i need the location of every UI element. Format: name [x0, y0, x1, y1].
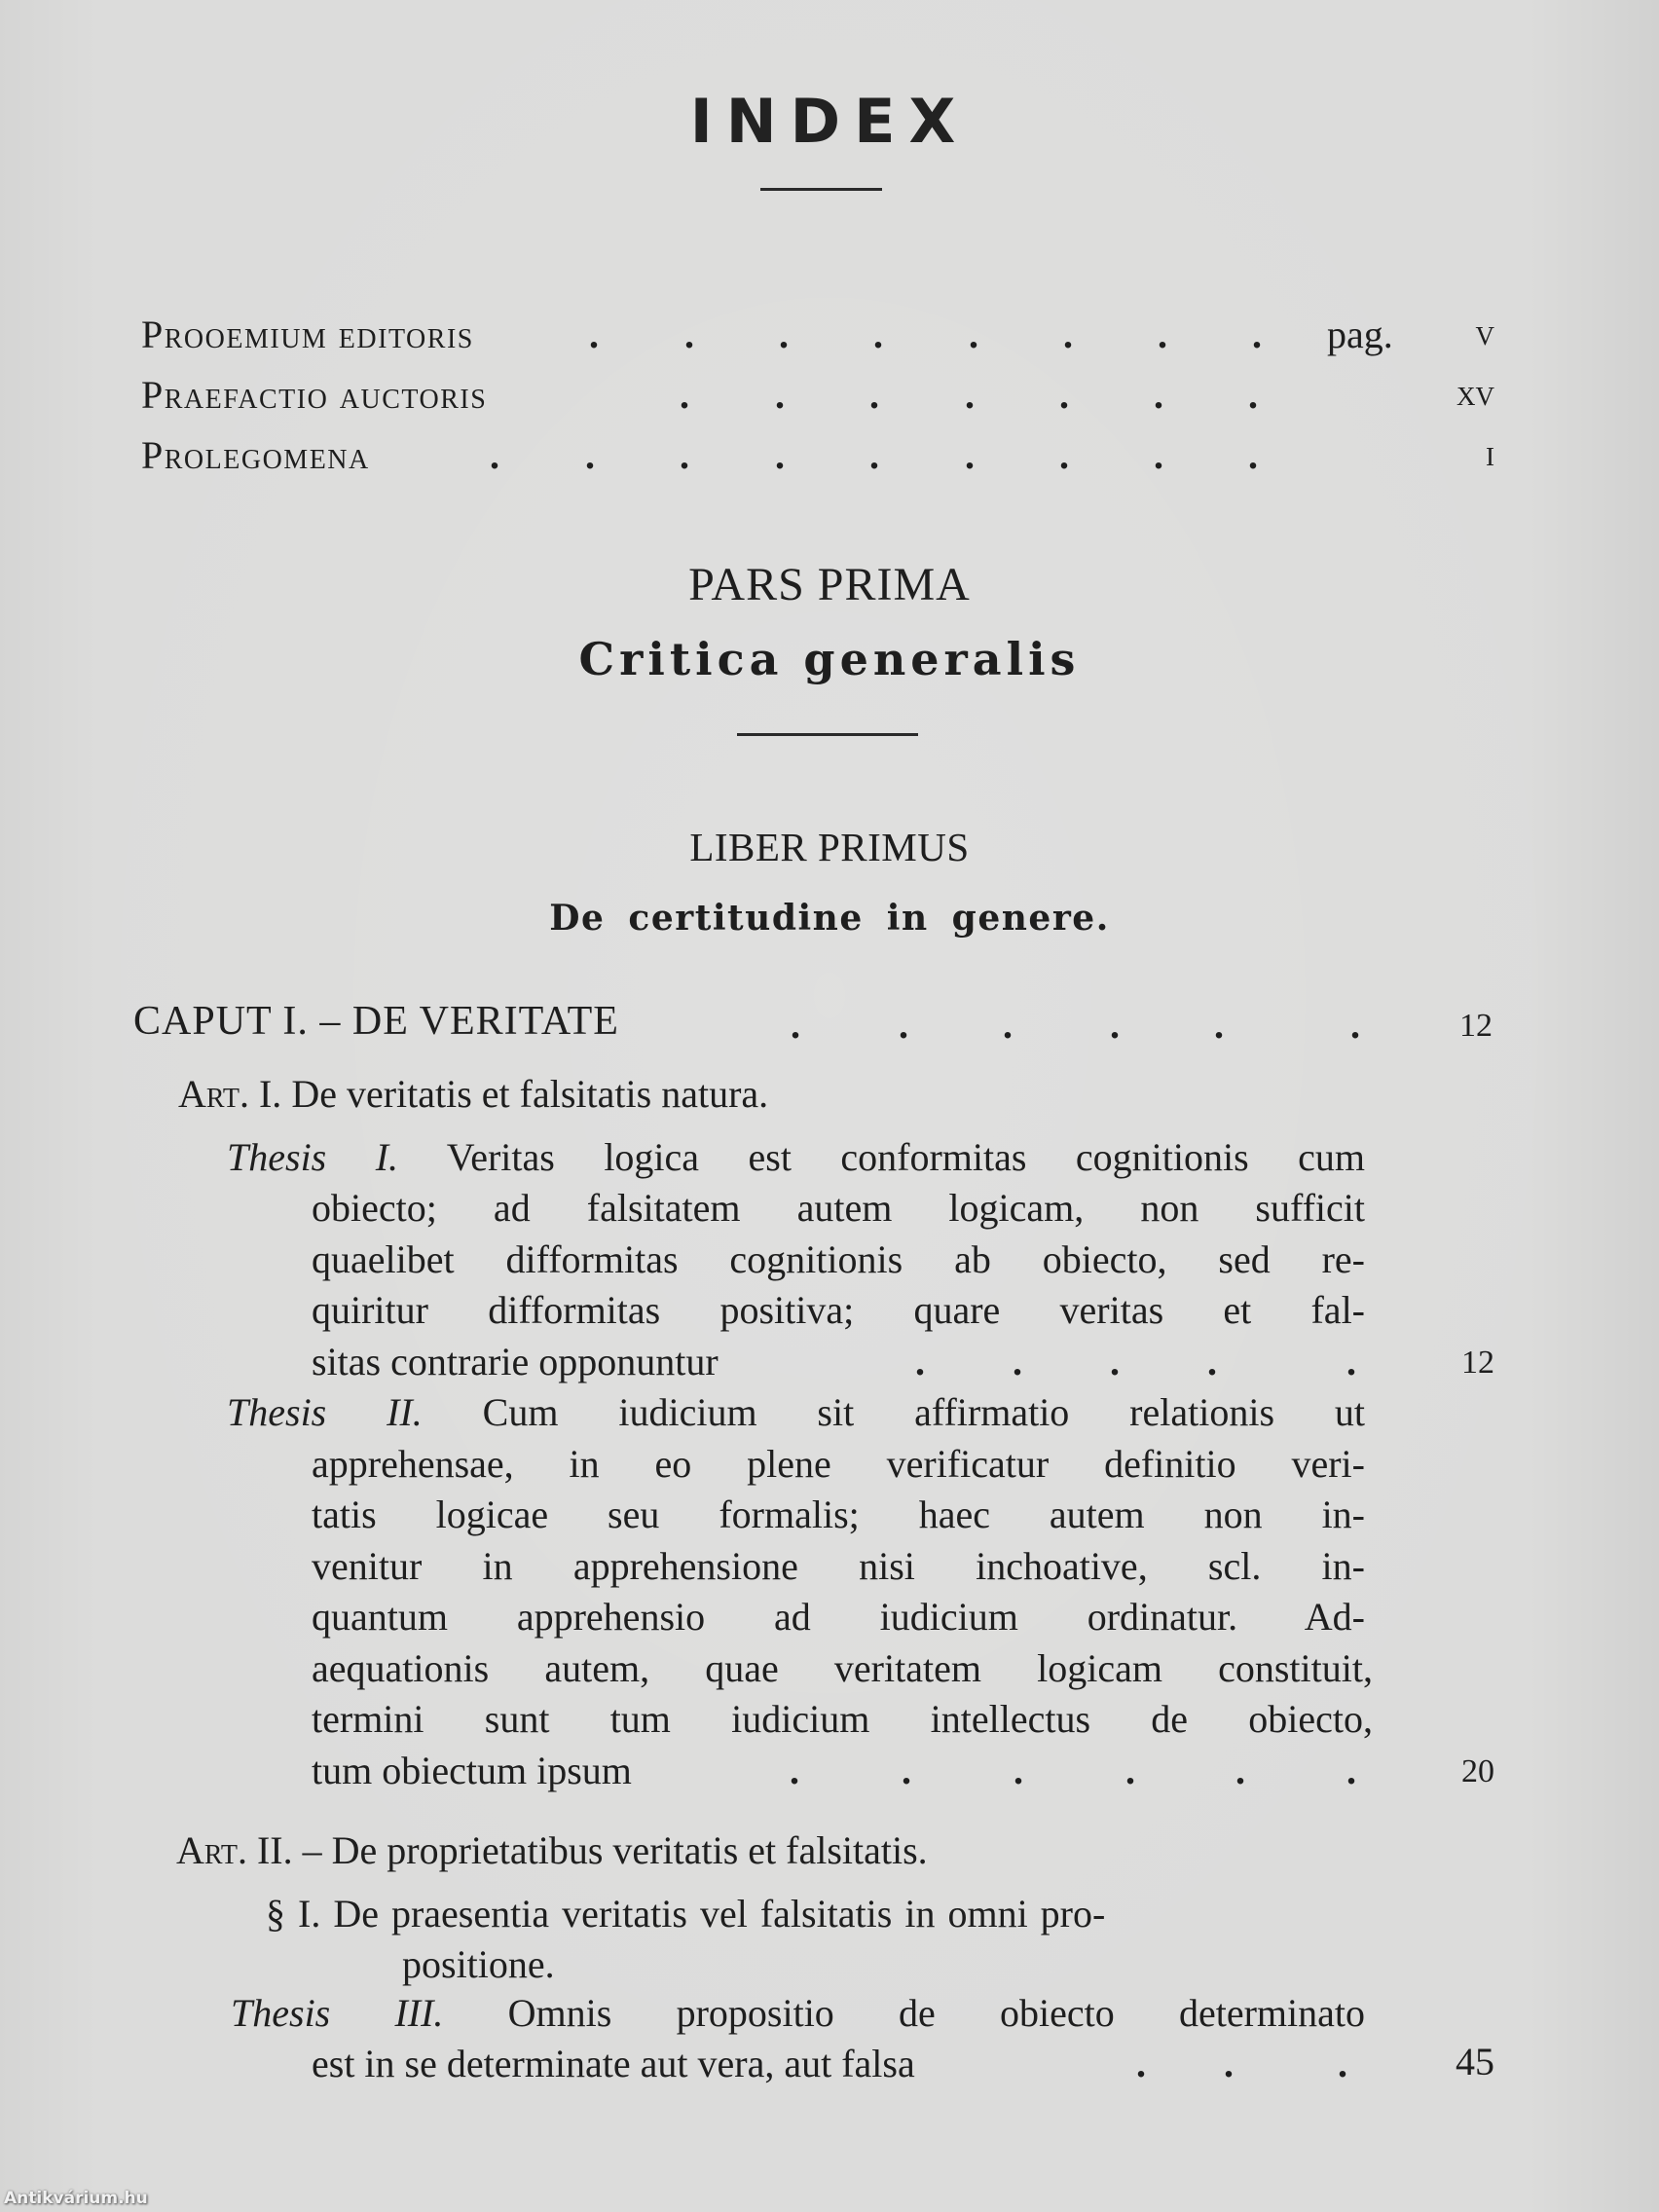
leader-dot: . [1110, 1339, 1120, 1383]
leader-dot: . [1063, 313, 1073, 356]
leader-dot: . [1252, 313, 1262, 356]
thesis-line: quaelibet difformitas cognitionis ab obiecto, sed re- [312, 1236, 1365, 1281]
pars-label: PARS PRIMA [688, 559, 971, 610]
thesis-line: sitas contrarie opponuntur [312, 1339, 719, 1383]
thesis-line: aequationis autem, quae veritatem logicam constituit, [312, 1645, 1373, 1690]
leader-dot: . [1346, 1339, 1356, 1383]
thesis-line: obiecto; ad falsitatem autem logicam, non sufficit [312, 1186, 1365, 1230]
leader-dot: . [1338, 2042, 1347, 2085]
leader-dot: . [790, 1748, 799, 1792]
section-label: § I. [266, 1892, 321, 1936]
toc-page-number: xv [1456, 373, 1494, 414]
thesis-1[interactable] [227, 1134, 1494, 1389]
leader-dot: . [779, 313, 789, 356]
leader-dot: . [969, 313, 978, 356]
leader-dot: . [965, 433, 975, 477]
leader-dot: . [1059, 433, 1069, 477]
toc-page-number: 20 [1461, 1752, 1494, 1789]
leader-dot: . [1158, 313, 1167, 356]
thesis-text: Omnis propositio de obiecto determinato [507, 1991, 1365, 2035]
leader-dot: . [1207, 1339, 1217, 1383]
leader-dot: . [1013, 1339, 1022, 1383]
leader-dot: . [873, 313, 883, 356]
leader-dot: . [490, 433, 499, 477]
leader-dot: . [680, 433, 689, 477]
watermark: Antikvárium.hu [4, 2189, 148, 2208]
thesis-line: termini sunt tum iudicium intellectus de obiecto, [312, 1697, 1373, 1741]
article-label: Art. I. [178, 1072, 282, 1116]
toc-entry-caput-1[interactable] [133, 998, 1494, 1049]
thesis-line: apprehensae, in eo plene verificatur definitio veri- [312, 1441, 1365, 1486]
leader-dot: . [1235, 1748, 1245, 1792]
leader-dot: . [869, 433, 879, 477]
leader-dot: . [1346, 1748, 1356, 1792]
thesis-label: Thesis III. [231, 1991, 444, 2035]
leader-dot: . [1154, 373, 1163, 417]
leader-dot: . [791, 1003, 800, 1047]
thesis-line: tatis logicae seu formalis; haec autem non in- [312, 1493, 1365, 1536]
section-text: De praesentia veritatis vel falsitatis in omni pro- [333, 1892, 1106, 1936]
leader-dot: . [1224, 2042, 1234, 2085]
section-line: positione. [402, 1942, 555, 1986]
thesis-label: Thesis I. [227, 1135, 399, 1179]
thesis-line: quantum apprehensio ad iudicium ordinatur. Ad- [312, 1595, 1365, 1639]
thesis-line: est in se determinate aut vera, aut falsa [312, 2042, 915, 2085]
pars-rule [737, 733, 918, 736]
thesis-text: Cum iudicium sit affirmatio relationis ut [482, 1390, 1366, 1434]
leader-dot: . [902, 1748, 911, 1792]
leader-dot: . [915, 1339, 925, 1383]
thesis-2[interactable] [227, 1389, 1494, 1798]
leader-dot: . [1214, 1003, 1224, 1047]
leader-dot: . [680, 373, 689, 417]
toc-page-number: 12 [1461, 1344, 1494, 1381]
page-title: INDEX [689, 86, 970, 157]
leader-dot: . [965, 373, 975, 417]
article-label: Art. II. – [176, 1828, 322, 1872]
leader-dot: . [585, 433, 595, 477]
section-1[interactable] [266, 1891, 1366, 1992]
thesis-line [227, 1389, 1365, 1441]
leader-dot: . [899, 1003, 908, 1047]
thesis-line [227, 1134, 1365, 1185]
leader-dot: . [1248, 433, 1258, 477]
leader-dot: . [869, 373, 879, 417]
article-heading-1[interactable] [178, 1071, 768, 1117]
leader-dot: . [1014, 1748, 1023, 1792]
thesis-label: Thesis II. [227, 1390, 423, 1434]
thesis-line: tum obiectum ipsum [312, 1748, 632, 1792]
leader-dot: . [775, 373, 785, 417]
liber-title: De certitudine in genere. [549, 898, 1110, 939]
leader-dot: . [589, 313, 599, 356]
leader-dot: . [1059, 373, 1069, 417]
liber-label: LIBER PRIMUS [689, 825, 970, 869]
article-title: De proprietatibus veritatis et falsitatis. [331, 1828, 928, 1872]
leader-dot: . [1248, 373, 1258, 417]
toc-page-number: v [1475, 313, 1494, 353]
toc-entry-prooemium[interactable] [141, 312, 1494, 356]
article-title: De veritatis et falsitatis natura. [291, 1072, 769, 1116]
toc-page-number: 45 [1456, 2040, 1494, 2083]
leader-dot: . [1110, 1003, 1120, 1047]
toc-entry-label: Prolegomena [141, 433, 370, 477]
toc-page-number: 12 [1459, 1008, 1493, 1044]
thesis-3[interactable] [231, 1990, 1494, 2091]
toc-entry-prolegomena[interactable] [141, 432, 1494, 477]
thesis-line [231, 1990, 1365, 2041]
pag-prefix: pag. [1327, 313, 1393, 356]
title-rule [760, 188, 882, 191]
article-heading-2[interactable] [176, 1827, 928, 1873]
leader-dot: . [1125, 1748, 1135, 1792]
leader-dot: . [775, 433, 785, 477]
toc-page-number: i [1486, 433, 1494, 474]
thesis-line: venitur in apprehensione nisi inchoative, scl. in- [312, 1543, 1365, 1588]
leader-dot: . [1136, 2042, 1146, 2085]
leader-dot: . [1003, 1003, 1013, 1047]
leader-dot: . [684, 313, 694, 356]
toc-entry-praefactio[interactable] [141, 372, 1494, 417]
toc-entry-label: Prooemium editoris [141, 313, 474, 356]
thesis-text: Veritas logica est conformitas cognitionis cum [446, 1135, 1366, 1179]
thesis-line: quiritur difformitas positiva; quare veritas et fal- [312, 1288, 1365, 1332]
leader-dot: . [1154, 433, 1163, 477]
section-line [266, 1891, 1366, 1941]
pars-title: Critica generalis [578, 633, 1081, 685]
toc-entry-label: Praefactio auctoris [141, 373, 488, 417]
leader-dot: . [1350, 1003, 1360, 1047]
caput-label: CAPUT I. – DE VERITATE [133, 999, 619, 1044]
